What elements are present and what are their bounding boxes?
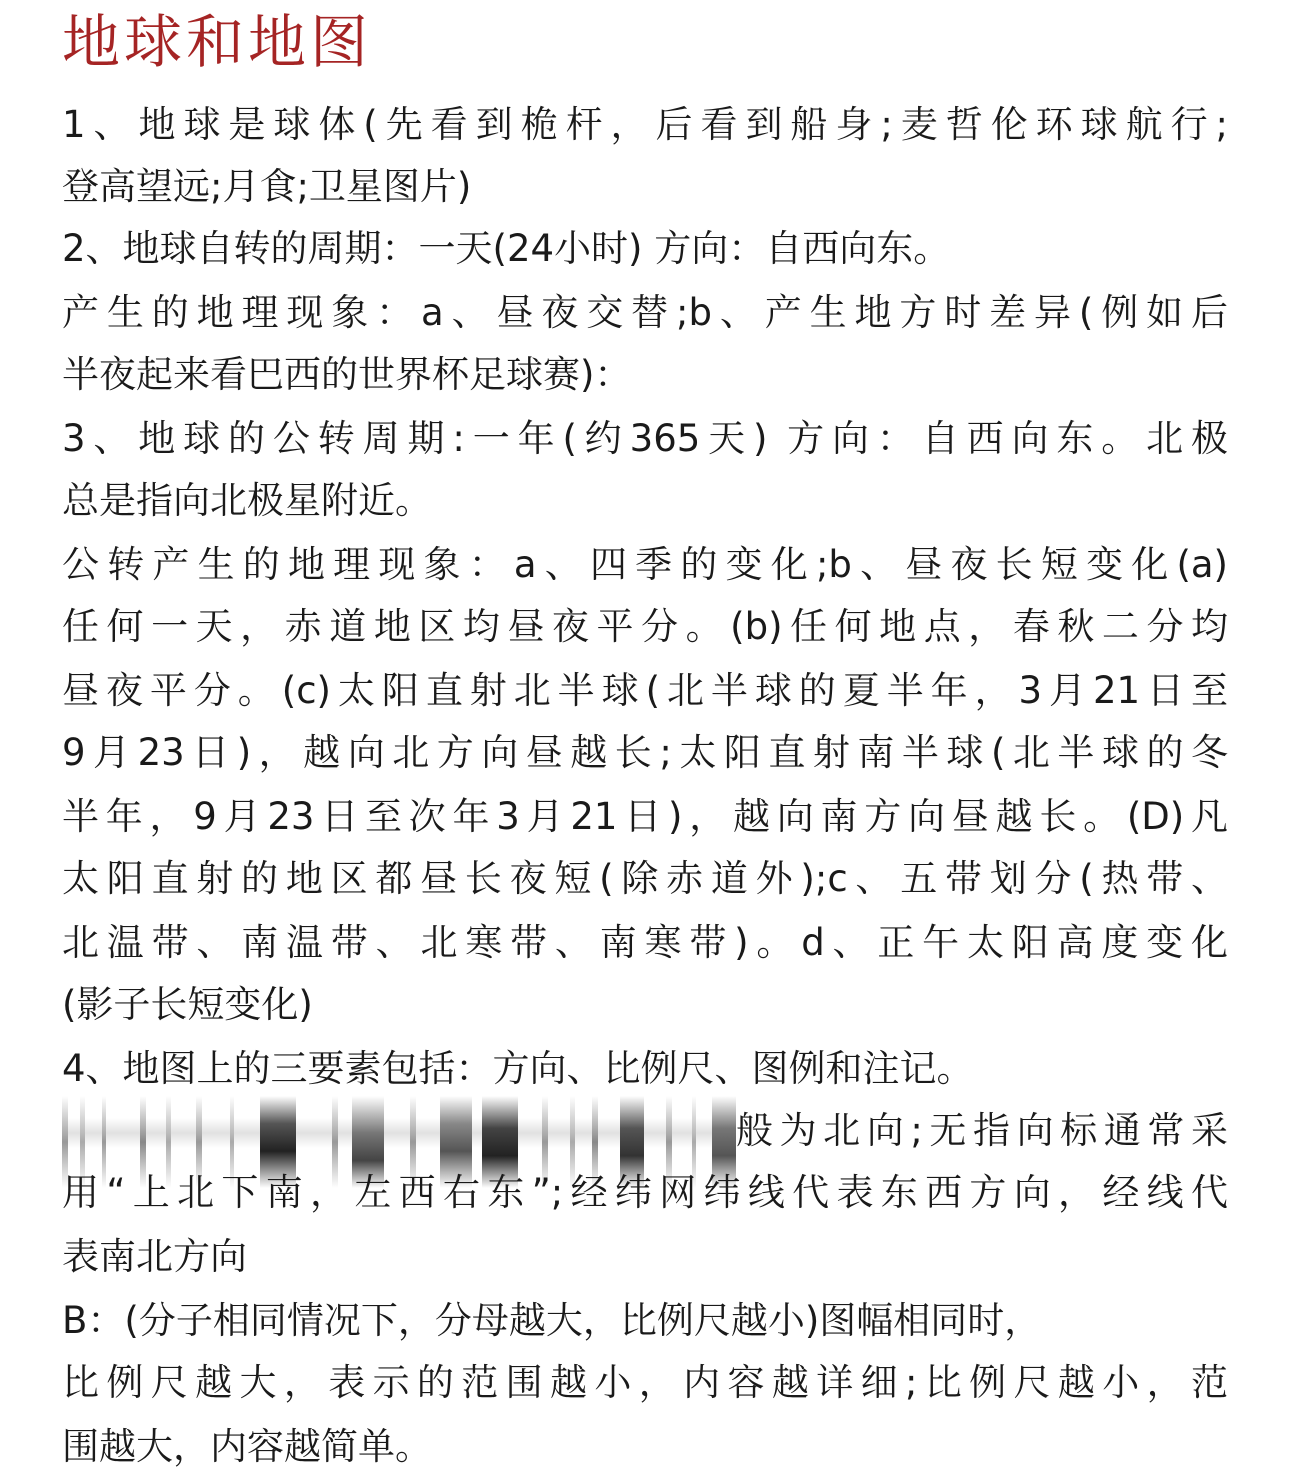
text-line: 围越大，内容越简单。 xyxy=(62,1425,432,1468)
text-line: 半夜起来看巴西的世界杯足球赛)： xyxy=(62,353,632,396)
text-line: 任何一天，赤道地区均昼夜平分。(b)任何地点，春秋二分均 xyxy=(62,605,1228,648)
text-line: 产生的地理现象：a、昼夜交替;b、产生地方时差异(例如后 xyxy=(62,291,1228,334)
text-line: 公转产生的地理现象：a、四季的变化;b、昼夜长短变化(a) xyxy=(62,543,1228,586)
text-line: 总是指向北极星附近。 xyxy=(62,479,432,522)
text-line: 2、地球自转的周期：一天(24小时) 方向：自西向东。 xyxy=(62,227,951,270)
text-line: 昼夜平分。(c)太阳直射北半球(北半球的夏半年，3月21日至 xyxy=(62,669,1228,712)
text-line: 4、地图上的三要素包括：方向、比例尺、图例和注记。 xyxy=(62,1047,974,1090)
text-line: 表南北方向 xyxy=(62,1235,247,1278)
text-line-partial: 般为北向;无指向标通常采 xyxy=(736,1109,1228,1152)
text-line: 3、地球的公转周期:一年(约365天) 方向：自西向东。北极 xyxy=(62,417,1228,460)
text-line: (影子长短变化) xyxy=(62,983,313,1026)
document-title: 地球和地图 xyxy=(62,8,373,76)
text-line: 太阳直射的地区都昼长夜短(除赤道外);c、五带划分(热带、 xyxy=(62,857,1228,900)
text-line: 用“上北下南，左西右东”;经纬网纬线代表东西方向，经线代 xyxy=(62,1171,1228,1214)
text-line: 1、地球是球体(先看到桅杆，后看到船身;麦哲伦环球航行; xyxy=(62,103,1228,146)
text-line: 北温带、南温带、北寒带、南寒带)。d、正午太阳高度变化 xyxy=(62,921,1228,964)
text-line: B：(分子相同情况下，分母越大，比例尺越小)图幅相同时， xyxy=(62,1299,1042,1342)
text-line: 比例尺越大，表示的范围越小，内容越详细;比例尺越小，范 xyxy=(62,1361,1228,1404)
text-line: 半年，9月23日至次年3月21日)，越向南方向昼越长。(D)凡 xyxy=(62,795,1228,838)
text-line: 9月23日)，越向北方向昼越长;太阳直射南半球(北半球的冬 xyxy=(62,731,1228,774)
text-line: 登高望远;月食;卫星图片) xyxy=(62,165,472,208)
